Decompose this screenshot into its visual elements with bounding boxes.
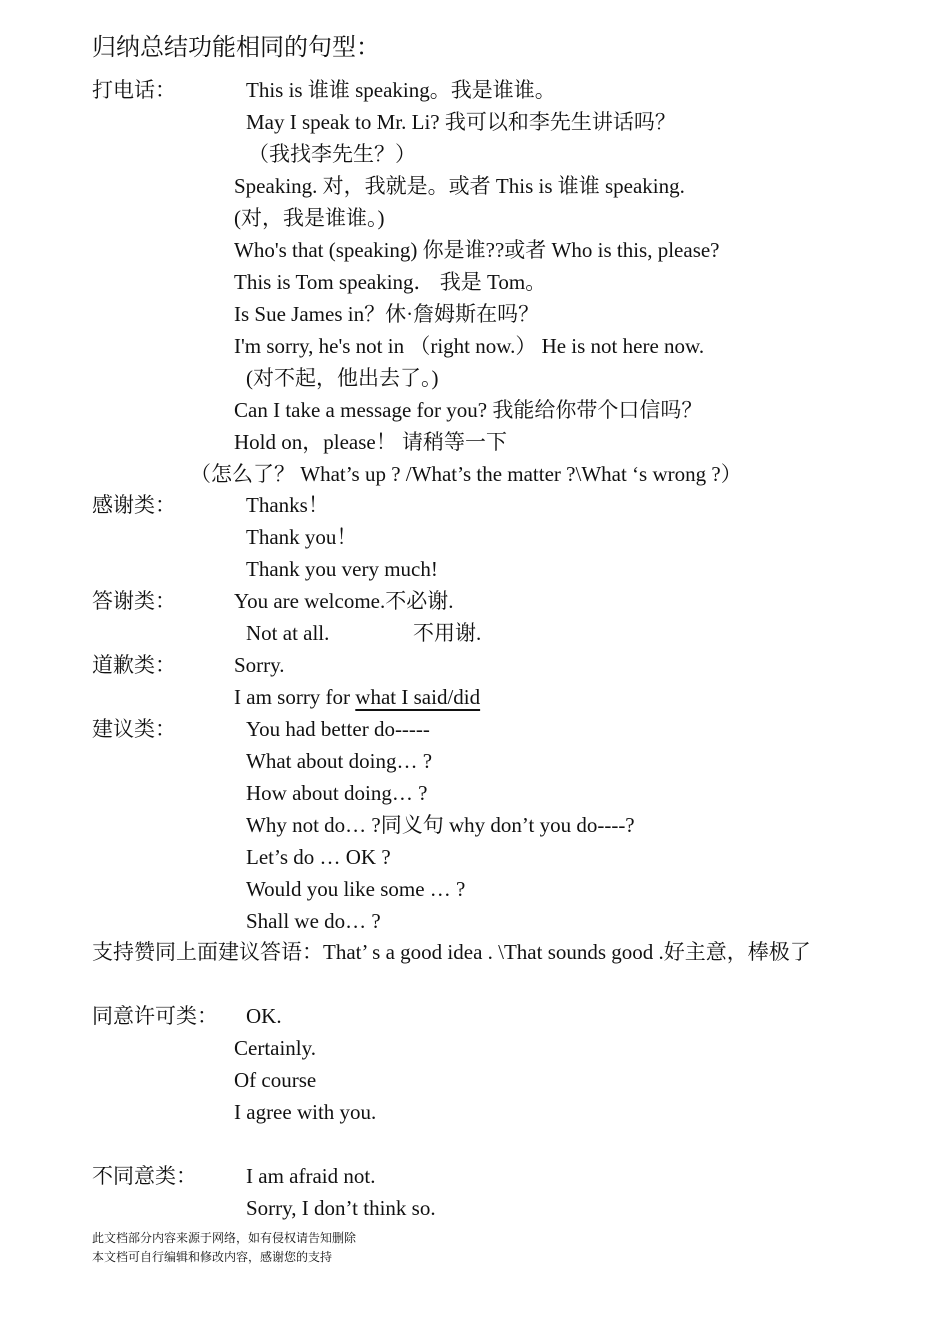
phone-line: （我找李先生？） bbox=[248, 142, 416, 166]
agree-line: Of course bbox=[234, 1068, 317, 1092]
thanks-line: Thank you very much! bbox=[246, 557, 438, 581]
section-label-agree: 同意许可类： bbox=[92, 1004, 218, 1028]
disagree-line: I am afraid not. bbox=[246, 1164, 376, 1188]
page-title: 归纳总结功能相同的句型： bbox=[92, 35, 380, 61]
suggestion-line: How about doing… ? bbox=[246, 781, 428, 805]
section-label-phone: 打电话： bbox=[92, 78, 176, 102]
footer-note: 此文档部分内容来源于网络，如有侵权请告知删除 bbox=[92, 1231, 357, 1245]
suggestion-line: You had better do----- bbox=[246, 717, 430, 741]
suggestion-line: Why not do… ?同义句 why don’t you do----? bbox=[246, 813, 635, 837]
agree-line: I agree with you. bbox=[234, 1100, 377, 1124]
footer-note: 本文档可自行编辑和修改内容，感谢您的支持 bbox=[92, 1250, 333, 1264]
section-label-disagree: 不同意类： bbox=[92, 1164, 197, 1188]
thanks-line: Thanks！ bbox=[246, 493, 329, 517]
suggestion-line: Would you like some … ? bbox=[246, 877, 466, 901]
section-label-apology: 道歉类： bbox=[92, 653, 176, 677]
apology-line bbox=[234, 683, 480, 711]
apology-line: Sorry. bbox=[234, 653, 285, 677]
agree-line: OK. bbox=[246, 1004, 282, 1028]
apology-line-prefix: I am sorry for bbox=[234, 685, 356, 709]
disagree-line: Sorry, I don’t think so. bbox=[246, 1196, 436, 1220]
apology-underlined-text: what I said/did bbox=[355, 685, 481, 709]
section-label-reply-thanks: 答谢类： bbox=[92, 589, 176, 613]
support-line: 支持赞同上面建议答语：That’ s a good idea . \That sounds good .好主意，棒极了 bbox=[92, 940, 811, 964]
phone-line: I'm sorry, he's not in （right now.） He is not here now. bbox=[234, 334, 705, 358]
phone-line: Who's that (speaking) 你是谁??或者 Who is this, please? bbox=[234, 238, 720, 262]
agree-line: Certainly. bbox=[234, 1036, 317, 1060]
phone-line: This is 谁谁 speaking。我是谁谁。 bbox=[246, 78, 556, 102]
reply-thanks-gloss: 不用谢. bbox=[413, 621, 482, 645]
phone-line: Is Sue James in？休·詹姆斯在吗？ bbox=[234, 302, 540, 326]
phone-line: May I speak to Mr. Li? 我可以和李先生讲话吗？ bbox=[246, 110, 676, 134]
suggestion-line: Let’s do … OK ? bbox=[246, 845, 391, 869]
phone-line: Speaking. 对，我就是。或者 This is 谁谁 speaking. bbox=[234, 174, 685, 198]
phone-line: Can I take a message for you? 我能给你带个口信吗？ bbox=[234, 398, 703, 422]
phone-line: This is Tom speaking． 我是 Tom。 bbox=[234, 270, 547, 294]
phone-line: （怎么了？ What’s up ? /What’s the matter ?\What ‘s wrong ?） bbox=[190, 462, 742, 486]
reply-thanks-line: Not at all. bbox=[246, 621, 330, 645]
section-label-thanks: 感谢类： bbox=[92, 493, 176, 517]
thanks-line: Thank you！ bbox=[246, 525, 358, 549]
phone-line: (对，我是谁谁。) bbox=[234, 206, 385, 230]
section-label-suggestion: 建议类： bbox=[92, 717, 176, 741]
suggestion-line: Shall we do… ? bbox=[246, 909, 381, 933]
phone-line: Hold on，please！ 请稍等一下 bbox=[234, 430, 507, 454]
suggestion-line: What about doing… ? bbox=[246, 749, 433, 773]
reply-thanks-line: You are welcome.不必谢. bbox=[234, 589, 454, 613]
phone-line: (对不起，他出去了。) bbox=[246, 366, 439, 390]
